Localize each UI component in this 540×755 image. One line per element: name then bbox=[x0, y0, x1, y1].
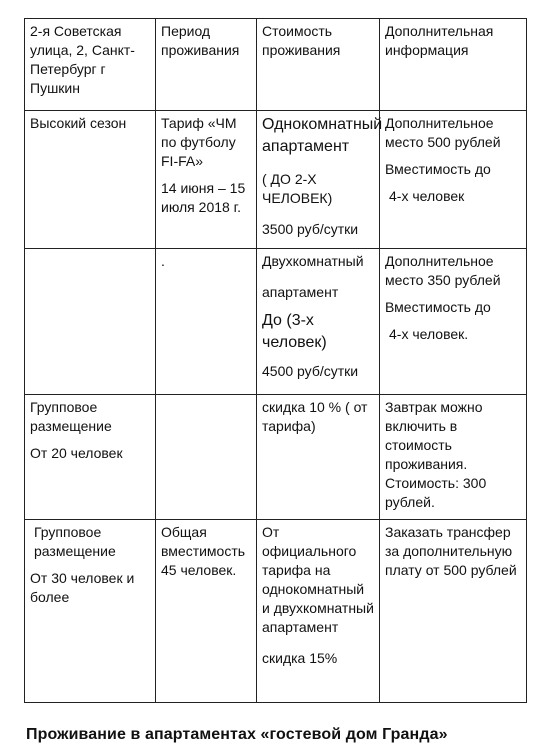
table-row bbox=[25, 520, 527, 703]
info-cell bbox=[380, 249, 527, 395]
cell-text: 2-я Советская улица, 2, Санкт-Петербург г Пушкин bbox=[30, 23, 135, 96]
table-row bbox=[25, 19, 527, 111]
season-cell bbox=[25, 111, 156, 249]
empty-cell bbox=[156, 395, 257, 520]
room-type-suffix: апартамент bbox=[262, 284, 339, 300]
group-label: Групповое размещение bbox=[30, 399, 112, 434]
discount-cell bbox=[257, 395, 380, 520]
cell-text: Стоимость проживания bbox=[262, 23, 341, 58]
cell-text: Завтрак можно включить в стоимость проживания. Стоимость: 300 рублей. bbox=[385, 399, 487, 510]
group-cell bbox=[25, 520, 156, 703]
period-cell bbox=[156, 249, 257, 395]
cell-text: Период проживания bbox=[161, 23, 240, 58]
tariff-name: Тариф «ЧМ по футболу FI-FA» bbox=[161, 115, 237, 169]
group-size: От 30 человек и более bbox=[30, 570, 135, 605]
price-cell bbox=[257, 249, 380, 395]
extra-bed-price: Дополнительное место 500 рублей bbox=[385, 115, 501, 150]
info-cell bbox=[380, 520, 527, 703]
group-size: От 20 человек bbox=[30, 445, 123, 461]
header-price-cell bbox=[257, 19, 380, 111]
extra-bed-price: Дополнительное место 350 рублей bbox=[385, 253, 501, 288]
room-type: Однокомнатный апартамент bbox=[262, 116, 383, 155]
discount-basis: От официального тарифа на однокомнатный и двухкомнатный апартамент bbox=[262, 524, 374, 635]
header-period-cell bbox=[156, 19, 257, 111]
address-cell bbox=[25, 19, 156, 111]
room-type: Двухкомнатный bbox=[262, 253, 364, 269]
empty-cell bbox=[25, 249, 156, 395]
capacity-label: Вместимость до bbox=[385, 299, 491, 315]
price-cell bbox=[257, 111, 383, 249]
room-price: 4500 руб/сутки bbox=[262, 363, 359, 379]
capacity-cell bbox=[156, 520, 257, 703]
cell-text: Заказать трансфер за дополнительную плату от 500 рублей bbox=[385, 524, 517, 578]
cell-text: скидка 10 % ( от тарифа) bbox=[262, 399, 368, 434]
capacity-label: Вместимость до bbox=[385, 161, 491, 177]
group-label: Групповое размещение bbox=[34, 524, 116, 559]
info-cell bbox=[380, 111, 527, 249]
discount-cell bbox=[257, 520, 380, 703]
tariff-dates: 14 июня – 15 июля 2018 г. bbox=[161, 180, 246, 215]
cell-text: Общая вместимость 45 человек. bbox=[161, 524, 246, 578]
info-cell bbox=[380, 395, 527, 520]
section-heading: Проживание в апартаментах «гостевой дом Гранда» bbox=[26, 726, 448, 743]
discount-value: скидка 15% bbox=[262, 650, 338, 666]
room-capacity: До (3-х человек) bbox=[262, 312, 327, 351]
group-cell bbox=[25, 395, 156, 520]
capacity-value: 4-х человек bbox=[389, 188, 465, 204]
period-cell bbox=[156, 111, 257, 249]
capacity-value: 4-х человек. bbox=[389, 326, 469, 342]
cell-text: Дополнительная информация bbox=[385, 23, 494, 58]
room-capacity: ( ДО 2-Х ЧЕЛОВЕК) bbox=[262, 171, 333, 206]
cell-text: . bbox=[161, 253, 165, 269]
cell-text: Высокий сезон bbox=[30, 115, 127, 131]
header-info-cell bbox=[380, 19, 527, 111]
table-row bbox=[25, 395, 527, 520]
accommodation-table bbox=[24, 18, 527, 703]
room-price: 3500 руб/сутки bbox=[262, 221, 359, 237]
table-row bbox=[25, 249, 527, 395]
table-row bbox=[25, 111, 527, 249]
